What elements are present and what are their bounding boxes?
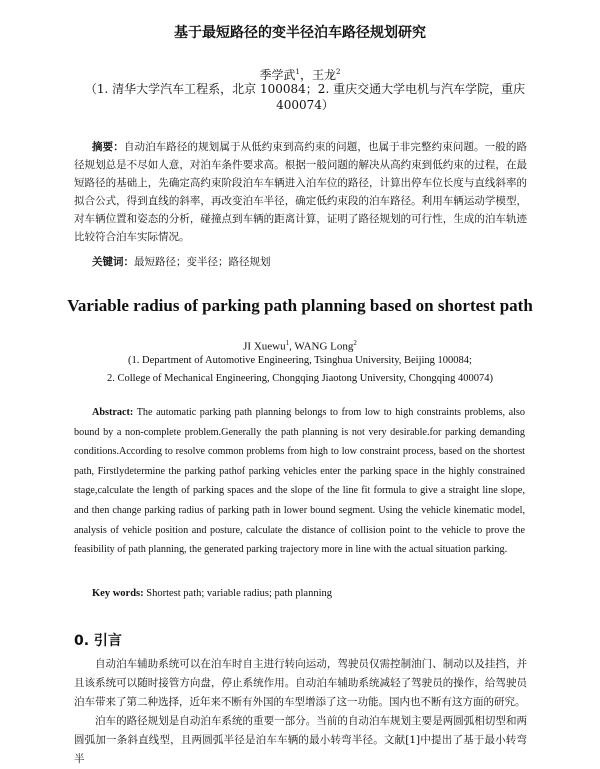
keywords-text: Shortest path; variable radius; path planning [146,588,332,599]
keywords-label: Key words: [92,588,144,599]
chinese-keywords [92,254,522,269]
author-name: WANG Long [294,340,354,353]
author-affil-mark: 2 [353,339,357,347]
abstract-text: The automatic parking path planning belongs to from low to high constraints problems, also bound by a non-complete problem.Generally the path planning is not very desirable.for parking demanding conditions.According to resolve common problems from high to low constraint process, based on the shortest path, Firstlydetermine the parking pathof parking vehicles enter the parking space in the highly constrained stage,calculate the length of parking spaces and the slope of the line fit formula to give a straight line slope, and then change parking radius of parking path in lower bound segment. Using the vehicle kinematic model, analysis of vehicle position and posture, calculate the distance of collision point to the vehicle to prove the feasibility of path planning, the generated parking trajectory more in line with the actual situation parking. [74,407,525,556]
english-abstract [74,403,525,560]
author-affil-mark: 2 [336,68,341,76]
author-name: 王龙 [312,68,337,82]
english-keywords [92,588,522,599]
affiliation-line-1: (1. Department of Automotive Engineering, Tsinghua University, Beijing 100084; [128,355,472,366]
chinese-affiliation: （1. 清华大学汽车工程系，北京 100084；2. 重庆交通大学电机与汽车学院，重庆 400074） [84,82,526,112]
intro-paragraph-1: 自动泊车辅助系统可以在泊车时自主进行转向运动，驾驶员仅需控制油门、制动以及挂挡，并且该系统可以随时接管方向盘，停止系统作用。自动泊车辅助系统减轻了驾驶员的操作，给驾驶员泊车带来了第二种选择，近年来不断有外国的车型增添了这一功能。国内也不断有这方面的研究。 [74,658,527,708]
english-affiliation [0,352,600,388]
chinese-abstract [74,138,527,246]
chinese-title: 基于最短路径的变半径泊车路径规划研究 [174,25,426,41]
author-affil-mark: 1 [285,339,290,347]
affiliation-line-2: 2. College of Mechanical Engineering, Chongqing Jiaotong University, Chongqing 400074) [106,373,493,384]
english-authors: JI Xuewu$^1$, WANG Long$^2$ [243,339,357,353]
abstract-label: 摘要： [92,141,124,153]
author-name: JI Xuewu [243,340,286,353]
abstract-text: 自动泊车路径的规划属于从低约束到高约束的问题，也属于非完整约束问题。一般的路径规划总是不尽如人意，对泊车条件要求高。根据一般问题的解决从高约束到低约束的过程，在最短路径的基础上，先确定高约束阶段泊车车辆进入泊车位的路径，计算出停车位长度与直线斜率的拟合公式，得到直线的斜率，再改变泊车半径，确定低约束段的泊车路径。利用车辆运动学模型，对车辆位置和姿态的分析，碰撞点到车辆的距离计算，证明了路径规划的可行性，生成的泊车轨迹比较符合泊车实际情况。 [74,141,528,243]
author-affil-mark: 1 [295,68,300,76]
english-title: Variable radius of parking path planning based on shortest path [67,296,533,315]
chinese-authors: 季学武$^1$，王龙$^2$ [259,68,341,82]
keywords-text: 最短路径；变半径；路径规划 [134,256,271,268]
abstract-label: Abstract: [92,407,134,418]
section-heading: 0. 引言 [74,633,122,649]
intro-paragraph-2: 泊车的路径规划是自动泊车系统的重要一部分。当前的自动泊车规划主要是两圆弧相切型和两圆弧加一条斜直线型，且两圆弧半径是泊车车辆的最小转弯半径。文献[1]中提出了基于最小转弯半 [74,715,527,765]
author-name: 季学武 [259,68,296,82]
introduction-body [74,655,527,769]
keywords-label: 关键词： [92,256,134,268]
